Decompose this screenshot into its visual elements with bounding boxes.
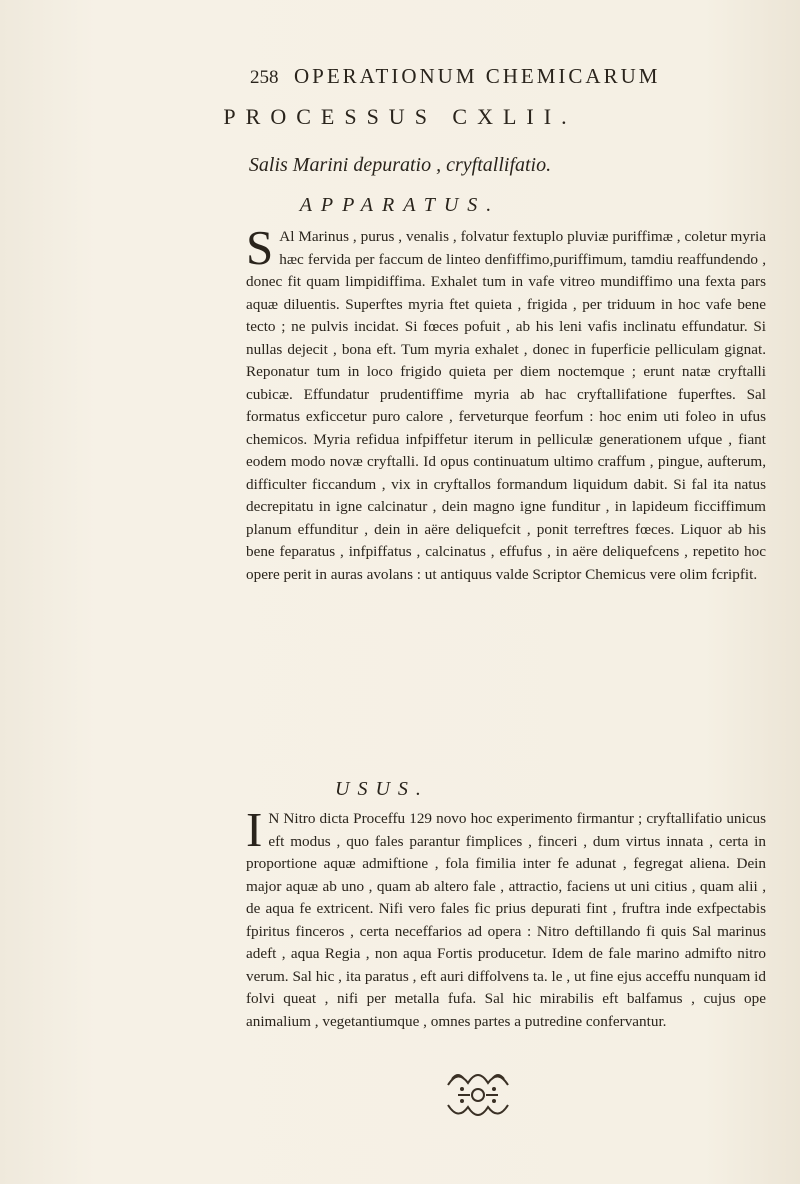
page-header bbox=[250, 64, 690, 89]
apparatus-heading: APPARATUS. bbox=[299, 194, 501, 216]
process-title: PROCESSUS CXLII. bbox=[223, 104, 577, 129]
process-subtitle: Salis Marini depuratio , cryftallifatio. bbox=[248, 154, 552, 176]
apparatus-text: Al Marinus , purus , venalis , folvatur fextuplo pluviæ puriffimæ , coletur myria hæc fervida per faccum de linteo denfiffimo,puriffimum, tamdiu reaffundendo , donec fit quam limpidiffima. Exhalet tum in vafe vitreo mundiffimo una fexta pars aquæ diluentis. Superftes myria ftet quieta , frigida , per triduum in hoc vafe bene tecto ; ne pulvis incidat. Si fœces pofuit , ab his leni vafis inclinatu effundatur. Si nullas dejecit , bona eft. Tum myria exhalet , donec in fuperficie pelliculam gignat. Reponatur tum in loco frigido quieta per diem noctemque ; erunt natæ cryftalli cubicæ. Effundatur prudentiffime myria ab hac cryftallifatione fuperftes. Sal formatus exficcetur puro calore , ferveturque feorfum : hoc enim uti foleo in ufus chemicos. Myria refidua infpiffetur iterum in pelliculæ generationem ufque , fiant eodem modo novæ cryftalli. Id opus continuatum ultimo craffum , pingue, aufterum, difficulter ficcandum , vix in cryftallos formandum liquidum dabit. Si fal ita natus decrepitatu in igne calcinatur , dein magno igne funditur , in lapideum ficciffimum planum effunditur , dein in aëre deliquefcit , ponit terreftres fœces. Liquor ab his bene feparatus , infpiffatus , calcinatus , effufus , in aëre deliquefcens , repetito hoc opere perit in auras avolans : ut antiquus valde Scriptor Chemicus vere olim fcripfit. bbox=[246, 228, 766, 583]
apparatus-paragraph bbox=[246, 220, 766, 586]
running-head: OPERATIONUM CHEMICARUM bbox=[294, 64, 661, 88]
drop-cap: S bbox=[246, 220, 274, 275]
page-number: 258 bbox=[250, 67, 279, 88]
drop-cap: I bbox=[246, 802, 263, 857]
usus-heading: USUS. bbox=[335, 778, 429, 800]
printer-ornament-icon bbox=[438, 1065, 518, 1121]
usus-paragraph bbox=[246, 802, 766, 1033]
usus-text: N Nitro dicta Proceffu 129 novo hoc experimento firmantur ; cryftallifatio unicus eft modus , quo fales parantur fimplices , finceri , dum virtus innata , certa in proportione aquæ admiftione , fola fimilia inter fe adunat , fegregat aliena. Dein major aquæ ab uno , quam ab altero fale , attractio, faciens ut uni citius , quam alii , de aqua fe extricent. Nifi vero fales fic prius depurati fint , fruftra inde exfpectabis fpiritus finceros , certa neceffarios ad opera : Nitro deftillando fi quis Sal marinus adeft , aqua Regia , non aqua Fortis producetur. Idem de fale marino admifto nitro verum. Sal hic , ita paratus , eft auri diffolvens ta. le , ut fine ejus acceffu nunquam id folvi queat , nifi per metalla fufa. Sal hic mirabilis eft balfamus , cujus ope animalium , vegetantiumque , omnes partes a putredine confervantur. bbox=[246, 810, 766, 1030]
